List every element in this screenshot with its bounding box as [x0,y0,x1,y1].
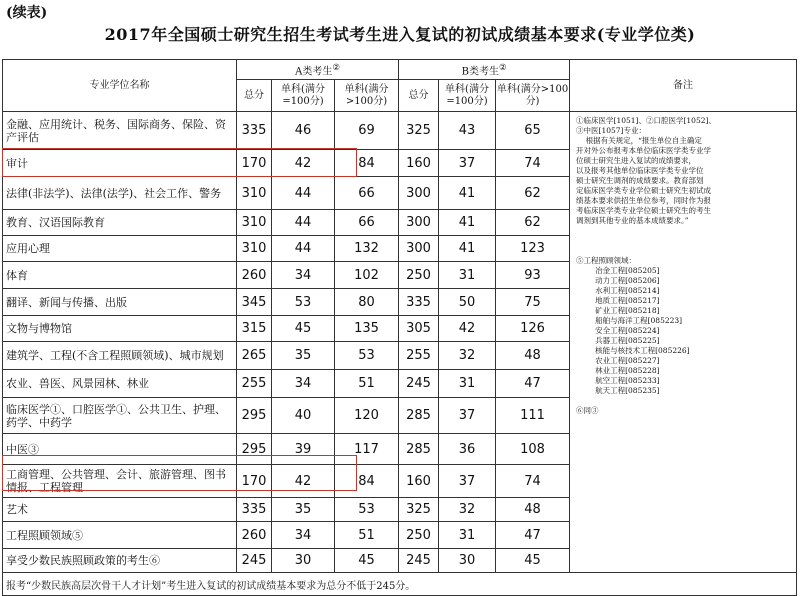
table-row [3,112,797,150]
score-a-s2: 117 [335,434,399,465]
score-b-total: 245 [399,370,439,398]
score-a-s2: 132 [335,236,399,262]
row-degree-name: 金融、应用统计、税务、国际商务、保险、资产评估 [3,112,237,150]
score-b-total: 245 [399,549,439,573]
score-a-s2: 51 [335,522,399,549]
score-b-s2: 65 [496,112,570,150]
score-b-total: 250 [399,262,439,289]
score-a-total: 310 [237,177,272,210]
score-a-s2: 51 [335,370,399,398]
score-b-total: 160 [399,150,439,177]
row-degree-name: 翻译、新闻与传播、出版 [3,289,237,316]
col-header-b-single-gt100: 单科(满分>100分) [496,80,570,112]
score-a-s1: 44 [272,177,335,210]
score-b-s2: 45 [496,549,570,573]
score-a-total: 345 [237,289,272,316]
score-a-s1: 44 [272,236,335,262]
score-a-s2: 53 [335,498,399,522]
score-a-s2: 102 [335,262,399,289]
score-a-s1: 34 [272,262,335,289]
score-a-s1: 45 [272,316,335,342]
score-b-s2: 108 [496,434,570,465]
score-a-total: 265 [237,342,272,370]
score-b-s2: 123 [496,236,570,262]
score-b-s1: 36 [439,434,496,465]
score-a-s2: 135 [335,316,399,342]
row-degree-name: 审计 [3,150,237,177]
score-b-s1: 31 [439,522,496,549]
score-b-s1: 37 [439,398,496,434]
row-degree-name: 工商管理、公共管理、会计、旅游管理、图书情报、工程管理 [3,465,237,498]
score-b-s1: 32 [439,342,496,370]
score-b-s1: 42 [439,316,496,342]
score-a-s1: 46 [272,112,335,150]
score-b-total: 160 [399,465,439,498]
col-header-b-group: B类考生② [399,60,570,80]
score-b-s1: 31 [439,370,496,398]
score-a-s1: 34 [272,522,335,549]
score-b-total: 300 [399,210,439,236]
col-header-a-single-gt100: 单科(满分>100分) [335,80,399,112]
score-b-s2: 111 [496,398,570,434]
score-a-s1: 39 [272,434,335,465]
score-a-s2: 66 [335,210,399,236]
score-a-s1: 34 [272,370,335,398]
score-a-s2: 69 [335,112,399,150]
score-a-total: 310 [237,236,272,262]
score-b-total: 300 [399,177,439,210]
score-b-total: 300 [399,236,439,262]
score-a-s2: 84 [335,150,399,177]
footer-row [3,573,797,596]
score-a-total: 260 [237,522,272,549]
score-a-s2: 66 [335,177,399,210]
row-degree-name: 建筑学、工程(不含工程照顾领域)、城市规划 [3,342,237,370]
col-header-a-single-100: 单科(满分=100分) [272,80,335,112]
score-a-s1: 35 [272,342,335,370]
score-b-s1: 41 [439,177,496,210]
score-b-s2: 47 [496,370,570,398]
score-b-total: 325 [399,498,439,522]
score-b-s1: 37 [439,150,496,177]
col-header-a-total: 总分 [237,80,272,112]
row-degree-name: 法律(非法学)、法律(法学)、社会工作、警务 [3,177,237,210]
score-b-s2: 75 [496,289,570,316]
score-a-s1: 42 [272,150,335,177]
col-header-a-group: A类考生② [237,60,399,80]
score-b-s2: 126 [496,316,570,342]
footer-note: 报考“少数民族高层次骨干人才计划”考生进入复试的初试成绩基本要求为总分不低于245分。 [3,573,797,596]
score-b-s1: 30 [439,549,496,573]
continued-label: (续表) [6,5,48,21]
score-b-total: 250 [399,522,439,549]
row-degree-name: 体育 [3,262,237,289]
score-b-s1: 31 [439,262,496,289]
score-b-s1: 43 [439,112,496,150]
score-b-total: 325 [399,112,439,150]
score-b-s1: 41 [439,236,496,262]
score-b-total: 335 [399,289,439,316]
row-degree-name: 教育、汉语国际教育 [3,210,237,236]
score-b-s1: 50 [439,289,496,316]
score-b-s2: 48 [496,342,570,370]
score-b-total: 255 [399,342,439,370]
score-a-s1: 30 [272,549,335,573]
notes-cell: ①临床医学[1051]、②口腔医学[1052]、 ③中医[1057]专业： 根据有关规定，“报生单位自主确定 开对外公布报考本单位临床医学类专业学 位硕士研究生进入复试的成绩要求， 以及报考其他单位临床医学类专业学位 硕士研究生调剂的成绩要求。教育部划 定临床医学类专业学位硕士研究生初试成 绩基本要求供招生单位参考，同时作为报 考临床医学类专业学位硕士研究生的考生 调剂到其他专业的基本成绩要求。” ⑤工程照顾领域： 冶金工程[085205] 动力工程[085206] 水利工程[085214] 地质工程[085217] 矿业工程[085218] 船舶与海洋工程[085223] 安全工程[085224] 兵器工程[085225] 核能与核技术工程[085226] 农业工程[085227] 林业工程[085228] 航空工程[085233] 航天工程[085235] ⑥同③ [570,112,797,573]
row-degree-name: 享受少数民族照顾政策的考生⑥ [3,549,237,573]
score-a-total: 310 [237,210,272,236]
row-degree-name: 应用心理 [3,236,237,262]
page-title: 2017年全国硕士研究生招生考试考生进入复试的初试成绩基本要求(专业学位类) [104,25,696,44]
score-a-total: 335 [237,112,272,150]
score-a-total: 315 [237,316,272,342]
row-degree-name: 农业、兽医、风景园林、林业 [3,370,237,398]
score-a-total: 335 [237,498,272,522]
score-a-s1: 40 [272,398,335,434]
col-header-notes: 备注 [570,60,797,112]
score-a-s2: 80 [335,289,399,316]
score-a-s1: 44 [272,210,335,236]
score-b-s2: 93 [496,262,570,289]
score-b-total: 305 [399,316,439,342]
score-a-s2: 84 [335,465,399,498]
row-degree-name: 临床医学①、口腔医学①、公共卫生、护理、药学、中药学 [3,398,237,434]
score-b-s2: 48 [496,498,570,522]
score-b-total: 285 [399,434,439,465]
score-b-s1: 37 [439,465,496,498]
col-header-b-single-100: 单科(满分=100分) [439,80,496,112]
col-header-b-total: 总分 [399,80,439,112]
score-b-s2: 47 [496,522,570,549]
score-a-s1: 53 [272,289,335,316]
row-degree-name: 中医③ [3,434,237,465]
score-b-s2: 62 [496,210,570,236]
a-group-sup: ② [332,61,340,72]
score-a-total: 170 [237,150,272,177]
score-a-s2: 45 [335,549,399,573]
score-a-s1: 42 [272,465,335,498]
score-a-total: 295 [237,398,272,434]
score-b-s2: 74 [496,150,570,177]
score-a-s2: 53 [335,342,399,370]
score-a-total: 255 [237,370,272,398]
score-a-s1: 35 [272,498,335,522]
score-b-s1: 41 [439,210,496,236]
score-b-total: 285 [399,398,439,434]
score-a-s2: 120 [335,398,399,434]
score-b-s2: 74 [496,465,570,498]
row-degree-name: 艺术 [3,498,237,522]
score-a-total: 295 [237,434,272,465]
score-b-s2: 62 [496,177,570,210]
b-group-sup: ② [498,61,507,72]
score-a-total: 245 [237,549,272,573]
score-b-s1: 32 [439,498,496,522]
col-header-name: 专业学位名称 [3,60,237,112]
row-degree-name: 工程照顾领域⑤ [3,522,237,549]
row-degree-name: 文物与博物馆 [3,316,237,342]
score-a-total: 260 [237,262,272,289]
score-table [2,59,797,596]
score-a-total: 170 [237,465,272,498]
